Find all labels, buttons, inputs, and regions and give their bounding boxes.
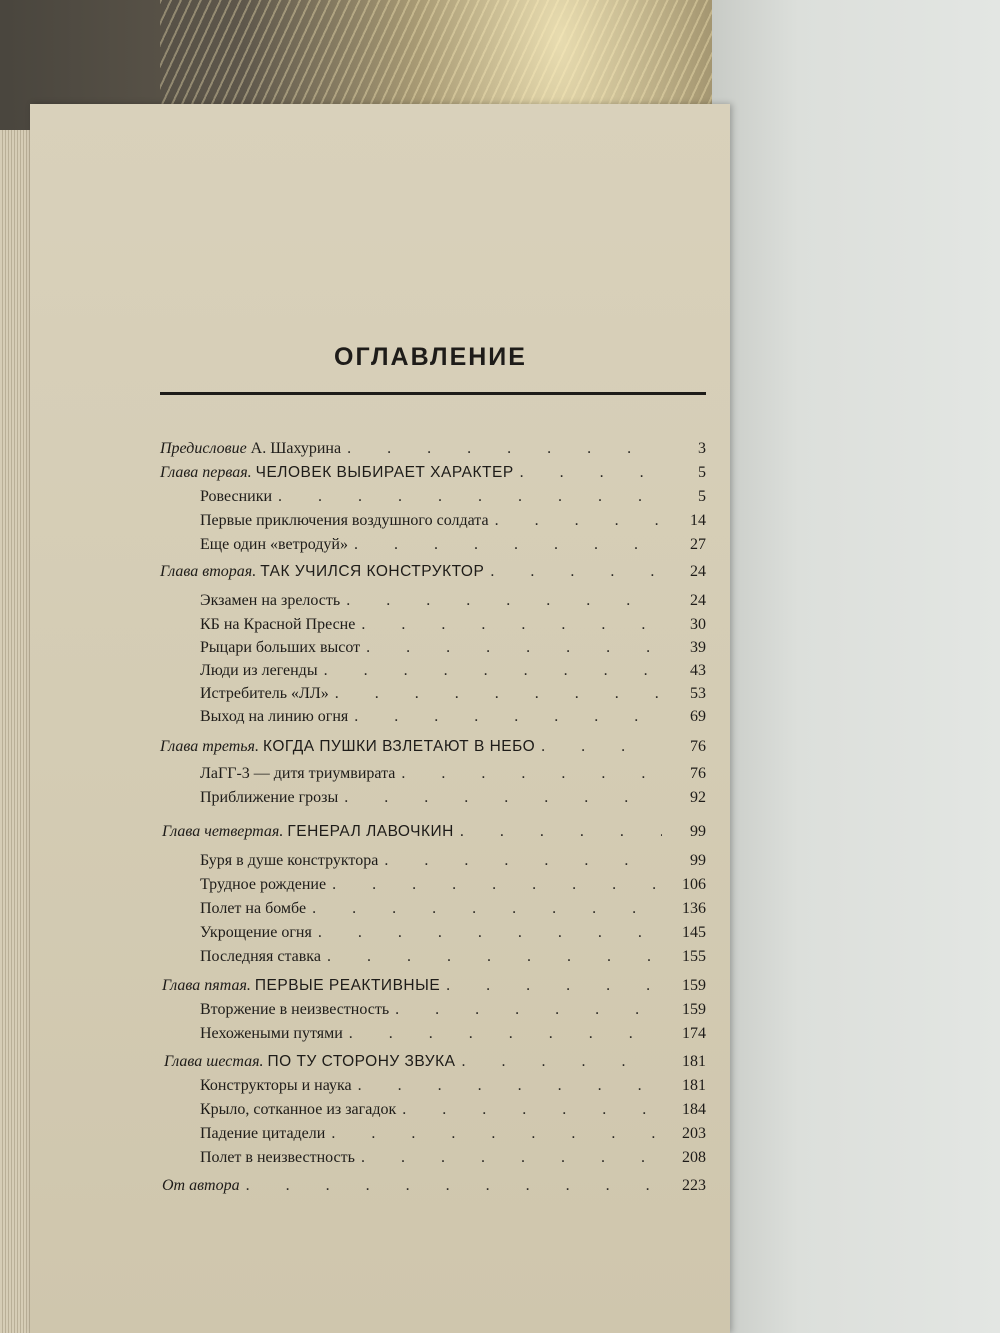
dot-leader <box>327 948 662 966</box>
toc-chapter-row <box>164 1053 706 1075</box>
toc-entry-title <box>200 1101 396 1119</box>
dot-leader <box>312 900 662 918</box>
toc-page-number: 99 <box>690 852 706 869</box>
toc-entry-title <box>200 900 306 918</box>
toc-section-row <box>200 876 706 898</box>
toc-page-number: 69 <box>690 708 706 725</box>
dot-leader <box>331 1125 662 1143</box>
dot-leader <box>246 1177 662 1195</box>
dot-leader <box>460 823 662 841</box>
toc-entry-title <box>200 662 318 680</box>
toc-entry-title <box>164 1053 455 1071</box>
toc-entry-title <box>200 789 338 807</box>
toc-page-number: 3 <box>698 440 706 457</box>
toc-page-number: 181 <box>682 1077 706 1094</box>
toc-section-row <box>200 708 706 730</box>
toc-page-number: 174 <box>682 1025 706 1042</box>
toc-chapter-row <box>160 464 706 486</box>
toc-page-number: 208 <box>682 1149 706 1166</box>
toc-entry-name: Трудное рождение <box>200 876 327 893</box>
toc-section-row <box>200 765 706 787</box>
toc-page-number: 24 <box>690 592 706 609</box>
toc-section-row <box>200 592 706 614</box>
toc-entry-title <box>200 876 326 894</box>
toc-section-row <box>200 616 706 638</box>
toc-entry-name: А. Шахурина <box>250 440 342 457</box>
dot-leader <box>495 512 662 530</box>
toc-entry-name: Выход на линию огня <box>200 708 349 725</box>
toc-page-number: 106 <box>682 876 706 893</box>
toc-entry-title <box>200 852 378 870</box>
dot-leader <box>401 765 662 783</box>
toc-entry-name: Рыцари больших высот <box>200 639 361 656</box>
toc-page-number: 53 <box>690 685 706 702</box>
dot-leader <box>349 1025 662 1043</box>
toc-section-row <box>200 900 706 922</box>
toc-page-number: 181 <box>682 1053 706 1070</box>
toc-chapter-row <box>162 977 706 999</box>
dot-leader <box>361 616 662 634</box>
toc-section-row <box>200 685 706 707</box>
dot-leader <box>490 563 662 581</box>
toc-entry-name: Укрощение огня <box>200 924 312 941</box>
toc-entry-name: Полет на бомбе <box>200 900 307 917</box>
toc-chapter-row <box>160 563 706 585</box>
toc-section-row <box>200 1025 706 1047</box>
dot-leader <box>354 536 662 554</box>
toc-entry-title <box>200 488 272 506</box>
toc-section-row <box>200 512 706 534</box>
toc-page-number: 184 <box>682 1101 706 1118</box>
toc-entry-title <box>162 1177 240 1195</box>
dot-leader <box>461 1053 662 1071</box>
toc-entry-name: ТАК УЧИЛСЯ КОНСТРУКТОР <box>260 563 485 580</box>
toc-section-row <box>200 852 706 874</box>
dot-leader <box>332 876 662 894</box>
toc-entry-name: Еще один «ветродуй» <box>200 536 348 553</box>
toc-entry-title <box>200 1125 325 1143</box>
toc-page-number: 223 <box>682 1177 706 1194</box>
dot-leader <box>541 738 662 756</box>
toc-entry-title <box>200 592 340 610</box>
toc-section-row <box>200 948 706 970</box>
toc-entry-name: КОГДА ПУШКИ ВЗЛЕТАЮТ В НЕБО <box>262 738 536 755</box>
toc-entry-title <box>200 765 395 783</box>
toc-entry-title <box>200 1077 352 1095</box>
heading-rule <box>160 392 706 395</box>
toc-entry-name: ПО ТУ СТОРОНУ ЗВУКА <box>267 1053 456 1070</box>
toc-entry-lead: От автора <box>162 1177 240 1194</box>
toc-entry-name: Приближение грозы <box>200 789 339 806</box>
dot-leader <box>402 1101 662 1119</box>
toc-entry-title <box>200 512 489 530</box>
toc-section-row <box>200 1001 706 1023</box>
toc-page-number: 159 <box>682 977 706 994</box>
dot-leader <box>318 924 662 942</box>
dot-leader <box>361 1149 662 1167</box>
toc-page-number: 92 <box>690 789 706 806</box>
toc-chapter-row <box>160 440 706 462</box>
toc-entry-name: ГЕНЕРАЛ ЛАВОЧКИН <box>287 823 454 840</box>
toc-section-row <box>200 662 706 684</box>
toc-entry-title <box>200 616 355 634</box>
toc-entry-lead: Глава шестая. <box>164 1053 264 1070</box>
toc-chapter-row <box>162 823 706 845</box>
dot-leader <box>446 977 662 995</box>
dot-leader <box>278 488 662 506</box>
toc-entry-lead: Глава вторая. <box>160 563 257 580</box>
toc-entry-lead: Предисловие <box>160 440 247 457</box>
dot-leader <box>335 685 662 703</box>
toc-entry-name: Крыло, сотканное из загадок <box>200 1101 397 1118</box>
toc-entry-name: Экзамен на зрелость <box>200 592 341 609</box>
toc-entry-title <box>160 563 484 581</box>
toc-chapter-row <box>162 1177 706 1199</box>
toc-entry-lead: Глава четвертая. <box>162 823 284 840</box>
toc-section-row <box>200 1149 706 1171</box>
toc-entry-name: ПЕРВЫЕ РЕАКТИВНЫЕ <box>254 977 441 994</box>
toc-entry-name: Вторжение в неизвестность <box>200 1001 390 1018</box>
toc-entry-title <box>160 738 535 756</box>
toc-entry-name: Последняя ставка <box>200 948 321 965</box>
toc-page-number: 27 <box>690 536 706 553</box>
dot-leader <box>347 440 662 458</box>
toc-entry-name: Падение цитадели <box>200 1125 326 1142</box>
toc-entry-title <box>200 924 312 942</box>
toc-heading: ОГЛАВЛЕНИЕ <box>334 343 527 371</box>
dot-leader <box>395 1001 662 1019</box>
toc-entry-name: ЧЕЛОВЕК ВЫБИРАЕТ ХАРАКТЕР <box>255 464 514 481</box>
toc-entry-name: КБ на Красной Пресне <box>200 616 356 633</box>
toc-entry-title <box>160 464 514 482</box>
toc-entry-title <box>200 1149 355 1167</box>
toc-entry-lead: Глава пятая. <box>162 977 251 994</box>
toc-entry-name: Полет в неизвестность <box>200 1149 355 1166</box>
toc-page-number: 203 <box>682 1125 706 1142</box>
dot-leader <box>384 852 662 870</box>
toc-page-number: 5 <box>698 488 706 505</box>
toc-entry-name: Люди из легенды <box>200 662 318 679</box>
toc-page-number: 145 <box>682 924 706 941</box>
toc-page-number: 136 <box>682 900 706 917</box>
toc-page-number: 24 <box>690 563 706 580</box>
toc-entry-name: Буря в душе конструктора <box>200 852 379 869</box>
toc-entry-lead: Глава третья. <box>160 738 259 755</box>
toc-page-number: 14 <box>690 512 706 529</box>
toc-section-row <box>200 789 706 811</box>
dot-leader <box>520 464 662 482</box>
dot-leader <box>358 1077 662 1095</box>
toc-entry-lead: Глава первая. <box>160 464 252 481</box>
toc-entry-name: Конструкторы и наука <box>200 1077 352 1094</box>
toc-entry-title <box>162 977 440 995</box>
toc-chapter-row <box>160 738 706 760</box>
toc-section-row <box>200 536 706 558</box>
dot-leader <box>324 662 662 680</box>
toc-entry-title <box>200 536 348 554</box>
toc-page-number: 159 <box>682 1001 706 1018</box>
toc-page-number: 155 <box>682 948 706 965</box>
toc-page-number: 5 <box>698 464 706 481</box>
toc-section-row <box>200 1077 706 1099</box>
dot-leader <box>354 708 662 726</box>
toc-section-row <box>200 1125 706 1147</box>
toc-section-row <box>200 924 706 946</box>
dot-leader <box>366 639 662 657</box>
toc-page-number: 43 <box>690 662 706 679</box>
toc-section-row <box>200 488 706 510</box>
toc-page-number: 39 <box>690 639 706 656</box>
toc-entry-name: Ровесники <box>200 488 273 505</box>
toc-page-number: 99 <box>690 823 706 840</box>
toc-entry-title <box>200 1025 343 1043</box>
toc-entry-title <box>200 685 329 703</box>
toc-entry-title <box>200 948 321 966</box>
toc-entry-name: Первые приключения воздушного солдата <box>200 512 489 529</box>
toc-entry-title <box>162 823 454 841</box>
toc-entry-name: ЛаГГ-3 — дитя триумвирата <box>200 765 396 782</box>
toc-page-number: 76 <box>690 765 706 782</box>
toc-entry-name: Нехожеными путями <box>200 1025 343 1042</box>
blank-facing-page <box>712 0 1000 1333</box>
toc-section-row <box>200 639 706 661</box>
dot-leader <box>344 789 662 807</box>
dot-leader <box>346 592 662 610</box>
toc-entry-title <box>200 1001 389 1019</box>
toc-entry-title <box>160 440 341 458</box>
toc-section-row <box>200 1101 706 1123</box>
toc-entry-title <box>200 639 360 657</box>
toc-page-number: 30 <box>690 616 706 633</box>
toc-entry-title <box>200 708 348 726</box>
toc-entry-name: Истребитель «ЛЛ» <box>200 685 329 702</box>
toc-page-number: 76 <box>690 738 706 755</box>
